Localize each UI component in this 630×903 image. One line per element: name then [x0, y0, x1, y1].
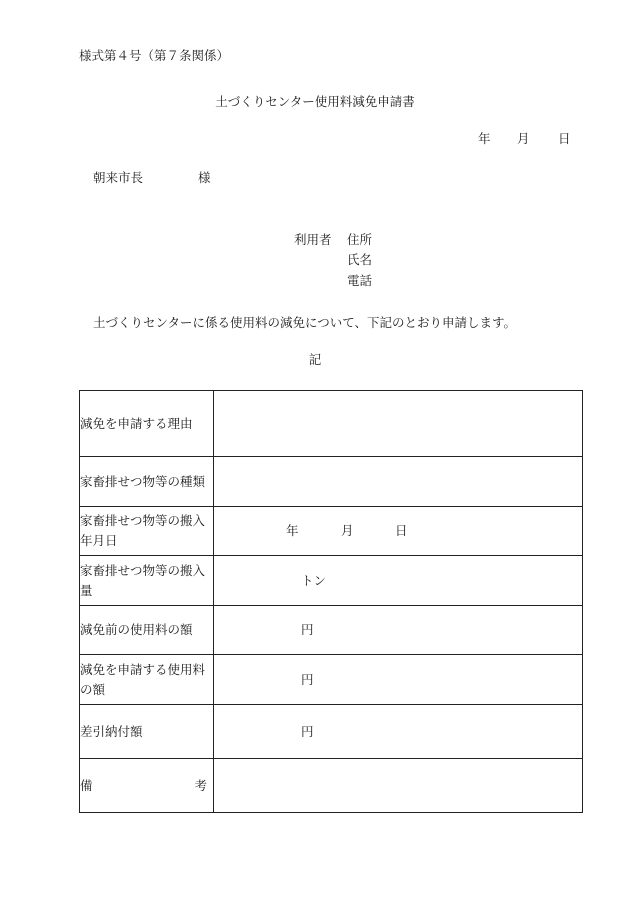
remarks-value-cell[interactable] [214, 759, 583, 813]
ki-heading: 記 [308, 352, 322, 367]
delivery-date-value-cell[interactable] [214, 507, 583, 556]
delivery-day-label: 日 [395, 522, 408, 538]
delivery-year-label: 年 [286, 522, 299, 538]
address-field-label: 住所 [347, 232, 373, 247]
fee-before-value-cell[interactable] [214, 606, 583, 655]
date-year-label: 年 [478, 131, 491, 146]
table-row-delivery-date [80, 507, 583, 556]
remarks-label-right: 考 [194, 777, 207, 793]
remarks-label [80, 759, 214, 813]
fee-reduction-value-cell[interactable] [214, 655, 583, 705]
waste-type-label: 家畜排せつ物等の種類 [80, 457, 214, 507]
table-row-fee-reduction [80, 655, 583, 705]
fee-reduction-label: 減免を申請する使用料の額 [80, 655, 214, 705]
delivery-amount-value-cell[interactable] [214, 556, 583, 606]
delivery-date-label: 家畜排せつ物等の搬入年月日 [80, 507, 214, 556]
phone-field-label: 電話 [347, 273, 373, 288]
delivery-month-label: 月 [341, 522, 354, 538]
addressee-name: 朝来市長 [93, 170, 144, 185]
applicant-label: 利用者 [294, 232, 332, 247]
application-table [79, 390, 583, 813]
reason-label: 減免を申請する理由 [80, 391, 214, 457]
table-row-delivery-amount [80, 556, 583, 606]
tonnage-unit-label: トン [301, 572, 327, 588]
date-day-label: 日 [558, 131, 571, 146]
net-payment-value-cell[interactable] [214, 705, 583, 759]
net-payment-label: 差引納付額 [80, 705, 214, 759]
table-row-reason [80, 391, 583, 457]
fee-reduction-yen-unit: 円 [301, 671, 314, 687]
delivery-amount-label: 家畜排せつ物等の搬入量 [80, 556, 214, 606]
addressee-honorific: 様 [198, 170, 211, 185]
name-field-label: 氏名 [347, 252, 373, 267]
form-number: 様式第４号（第７条関係） [79, 48, 230, 63]
table-row-fee-before [80, 606, 583, 655]
table-row-net-payment [80, 705, 583, 759]
reason-value-cell[interactable] [214, 391, 583, 457]
fee-before-label: 減免前の使用料の額 [80, 606, 214, 655]
table-row-remarks [80, 759, 583, 813]
net-payment-yen-unit: 円 [301, 723, 314, 739]
table-row-waste-type [80, 457, 583, 507]
fee-before-yen-unit: 円 [301, 621, 314, 637]
date-month-label: 月 [517, 131, 530, 146]
waste-type-value-cell[interactable] [214, 457, 583, 507]
application-statement: 土づくりセンターに係る使用料の減免について、下記のとおり申請します。 [93, 315, 517, 330]
document-title: 土づくりセンター使用料減免申請書 [215, 94, 415, 109]
remarks-label-left: 備 [80, 777, 93, 793]
